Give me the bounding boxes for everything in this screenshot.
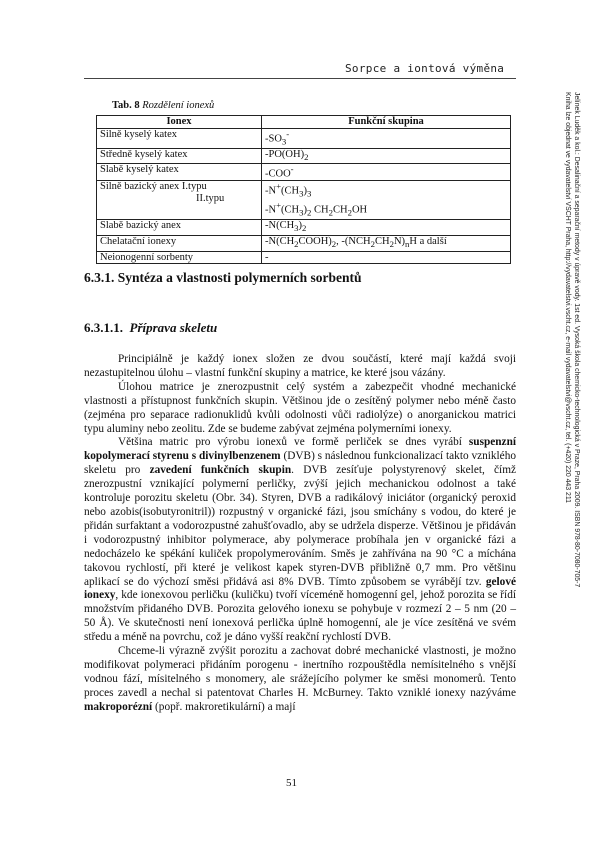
side-note-line: Kniha lze objednat ve vydavatelství VŠCHT Praha, http://vydavatelstvi.vscht.cz, e-mail vydavatelstvi@vscht.cz, tel. (+420) 220 443 211 (564, 92, 571, 503)
text-run: Většina matric pro výrobu ionexů ve formě perliček se dnes vyrábí (118, 436, 469, 449)
paragraph (84, 436, 516, 645)
table-caption-title: Rozdělení ionexů (142, 100, 215, 111)
subsection-title (84, 320, 217, 336)
group-cell: $-N(CH_2COOH)_2$, $-(NCH_2CH_2N)_nH$ a další (262, 235, 511, 251)
table-row (97, 181, 511, 220)
column-header: Ionex (97, 116, 262, 129)
body-text (84, 353, 516, 715)
page-number: 51 (286, 777, 297, 789)
ionex-cell: Slabě kyselý katex (97, 164, 262, 181)
ionex-table (96, 115, 511, 264)
group-cell: -COO- (262, 164, 511, 181)
column-header: Funkční skupina (262, 116, 511, 129)
ionex-cell: Slabě bazický anex (97, 220, 262, 236)
paragraph: Principiálně je každý ionex složen ze dvou součástí, které mají každá svoji nezastupitelnou úlohu – vlastní funkční skupiny a matrice, ke které jsou vázány. (84, 353, 516, 379)
bold-term: zavedení funkčních skupin (149, 464, 292, 477)
ionex-name: Silně bazický anex I.typu (100, 181, 207, 193)
group-cell: $-N^+(CH_3)_3$ $-N^+(CH_3)_2$ $CH_2CH_2OH$ (262, 181, 511, 220)
table-row (97, 128, 511, 148)
ionex-cell: Neionogenní sorbenty (97, 251, 262, 264)
section-title: 6.3.1. Syntéza a vlastnosti polymerních sorbentů (84, 270, 362, 285)
header-rule (84, 78, 516, 79)
group-cell: $-PO(OH)_2$ (262, 148, 511, 164)
table-row (97, 251, 511, 264)
table-caption (112, 100, 214, 111)
table-row (97, 220, 511, 236)
bold-term: suspenzní kopolymerací styrenu s divinylbenzenem (84, 436, 516, 463)
ionex-cell: Silně kyselý katex (97, 128, 262, 148)
side-note-line: Jelínek Luděk a kol.: Desalinační a separační metody v úpravě vody. 1st ed. Vysoká škola chemicko-technologická v Praze, Praha 2009. ISBN 978-80-7080-705-7 (573, 92, 580, 588)
table-row (97, 235, 511, 251)
paragraph (84, 645, 516, 715)
subsection-name: Příprava skeletu (129, 320, 218, 335)
text-run: Chceme-li výrazně zvýšit porozitu a zachovat dobré mechanické vlastnosti, je možno modifikovat polymeraci přidáním porogenu - inertního rozpouštědla nemísitelného s vnější vodnou fází, mísitelného s monomery, ale srážejícího polymer ke směsi monomerů. Tento proces zavedl a nechal si patentovat Charles H. McBurney. Takto vzniklé ionexy nazýváme (84, 645, 516, 699)
ionex-cell (97, 181, 262, 220)
group-cell: $-SO_3^-$ (262, 128, 511, 148)
ionex-cell: Chelatační ionexy (97, 235, 262, 251)
text-run: , kde ionexovou perličku (kuličku) tvoří víceméně homogenní gel, jehož porozita se řídí množstvím přidaného DVB. Porozita gelového ionexu se pohybuje v rozmezí 2 – 5 nm (20 – 50 Å). Ve skutečnosti není ionexová perlička úplně homogenní, ale je více zesítěná ve svém středu a méně na povrchu, což je dáno vyšší reakční rychlostí DVB. (84, 589, 516, 644)
text-run: (popř. makroretikulární) a mají (152, 700, 296, 713)
ionex-cell: Středně kyselý katex (97, 148, 262, 164)
table-caption-label: Tab. 8 (112, 100, 140, 111)
side-note (563, 92, 581, 632)
running-header: Sorpce a iontová výměna (345, 62, 505, 75)
group-cell: $-N(CH_3)_2$ (262, 220, 511, 236)
text-run: . DVB zesíťuje polystyrenový skelet, čímž znerozpustní vznikající polymerní perličky, zvýší jejich mechanickou odolnost a také kontroluje porozitu skeletu (Obr. 34). Styren, DVB a radikálový iniciátor (organický peroxid nebo azobis(isobutyronitril)) rozpustný v organické fázi, jsou smíchány s vodou, do které je přidán surfaktant a vodorozpustné zahušťovadlo, aby se udržela disperze. Většinou je přidáván i vodorozpustný inhibitor polymerace, aby polymerace probíhala jen v organické fázi a nedocházelo ke spékání kuliček propolymerováním. Směs je zahřívána na 90 °C a míchána takovou rychlostí, při které je velikost kapek styren-DVB přibližně 0,7 mm. Pro většinu aplikací se do výchozí směsi přidává asi 8% DVB. Tímto způsobem se vyrábějí tzv. (84, 464, 516, 588)
table-row (97, 164, 511, 181)
bold-term: gelové ionexy (84, 575, 516, 602)
bold-term: makroporézní (84, 700, 153, 713)
paragraph: Úlohou matrice je znerozpustnit celý systém a zabezpečit vhodné mechanické vlastnosti a přístupnost funkčních skupin. Většinou jde o zesítěný polymer nebo méně často (zejména pro separace radionuklidů kvůli odolnosti vůči radiolýze) o anorganickou matrici typu aluminy nebo zeolitu. Zde se budeme zabývat zejména polymerními ionexy. (84, 380, 516, 435)
table-row (97, 148, 511, 164)
table-header-row (97, 116, 511, 129)
subsection-number: 6.3.1.1. (84, 320, 123, 335)
ionex-subtype: II.typu (196, 192, 225, 204)
text-run: (DVB) s následnou funkcionalizací takto vzniklého skeletu pro (84, 450, 516, 477)
group-cell: - (262, 251, 511, 264)
